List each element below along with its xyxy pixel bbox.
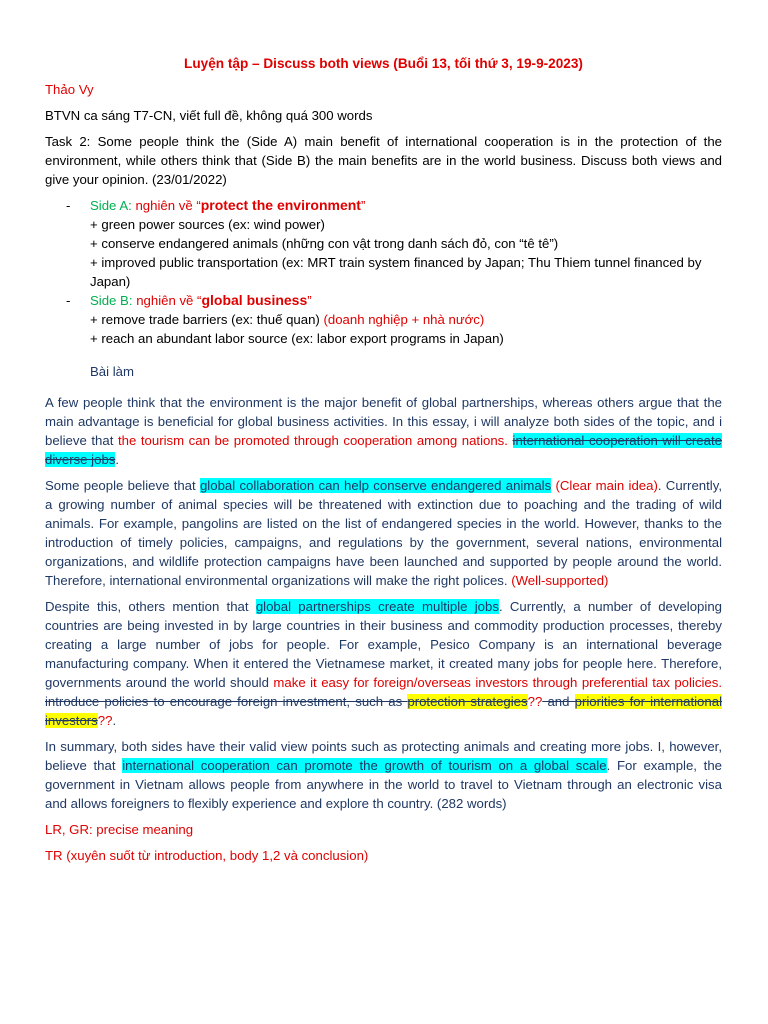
body2-end: .	[112, 713, 117, 728]
author-name: Thảo Vy	[45, 82, 94, 97]
side-b-topic: global business	[201, 292, 308, 308]
essay-body-1	[45, 476, 722, 590]
body2-correction: make it easy for foreign/overseas investors through preferential tax policies.	[273, 675, 722, 690]
side-a-topic: protect the environment	[200, 197, 361, 213]
essay-body	[45, 393, 722, 813]
task-prompt: Task 2: Some people think the (Side A) main benefit of international cooperation is in the protection of the environment, while others think that (Side B) the main benefits are in the world business. Discuss both views and give your opinion. (23/01/2022)	[45, 134, 722, 187]
intro-end: .	[115, 452, 120, 467]
document-page	[45, 54, 722, 872]
body2-main-idea: global partnerships create multiple jobs	[255, 599, 499, 614]
side-a-point: + green power sources (ex: wind power)	[90, 217, 325, 232]
body2-struck-highlight: protection strategies	[407, 694, 528, 709]
page-title: Luyện tập – Discuss both views (Buổi 13, tối thứ 3, 19-9-2023)	[184, 56, 583, 71]
side-a-point: + conserve endangered animals (những con vật trong danh sách đỏ, con “tê tê”)	[90, 236, 559, 251]
essay-conclusion	[45, 737, 722, 813]
side-a-point: + improved public transportation (ex: MRT train system financed by Japan; Thu Thiem tunnel financed by Japan)	[90, 255, 702, 289]
outline-side-a	[45, 196, 722, 291]
body2-text-cont: . Currently, a number of developing countries are being invested in by large countries in their business and commodity production processes, thereby creating a large number of jobs for people. For example, Pesico Company is an international beverage manufacturing company. When it entered the Vietnamese market, it created many jobs for people here. Therefore, governments around the world should	[45, 599, 722, 690]
conclusion-text: In summary, both sides have their valid view points such as protecting animals and creating more jobs. I, however, believe that	[45, 739, 722, 773]
side-b-label: Side B:	[90, 293, 133, 308]
side-b-lean: nghiên về “	[132, 293, 202, 308]
side-b-point: + reach an abundant labor source (ex: labor export programs in Japan)	[90, 331, 504, 346]
side-b-point-text: + remove trade barriers (ex: thuế quan)	[90, 312, 324, 327]
essay-introduction	[45, 393, 722, 469]
feedback-tr: TR (xuyên suốt từ introduction, body 1,2 và conclusion)	[45, 848, 369, 863]
body2-question-mark: ??	[527, 694, 543, 709]
essay-body-2	[45, 597, 722, 730]
intro-thesis: the tourism can be promoted through cooperation among nations.	[117, 433, 508, 448]
side-b-point	[90, 310, 722, 329]
body2-question-mark-2: ??	[97, 713, 113, 728]
side-a-close: ”	[360, 198, 366, 213]
body2-struck-highlight-2: priorities for international investors	[45, 694, 722, 728]
outline-side-b	[45, 291, 722, 348]
body1-text-cont: . Currently, a growing number of animal species will be threatened with extinction due to poaching and the trading of wild animals. For example, pangolins are listed on the list of endangered species in the world. However, thanks to the introduction of timely policies, campaigns, and regulations by the government, several nations, environmental organizations, and wildlife protection campaigns have been launched and supported by people around the world. Therefore, international environmental organizations will make the right polices.	[45, 478, 722, 588]
conclusion-thesis: international cooperation can promote the growth of tourism on a global scale	[122, 758, 607, 773]
body1-main-idea: global collaboration can help conserve endangered animals	[199, 478, 552, 493]
side-b-close: ”	[307, 293, 312, 308]
assignment-note: BTVN ca sáng T7-CN, viết full đề, không quá 300 words	[45, 108, 373, 123]
conclusion-text-cont: . For example, the government in Vietnam allows people from anywhere in the world to travel to Vietnam through an electronic visa and allows foreigners to flexibly experience and explore th country. (282 words)	[45, 758, 722, 811]
side-a-lean: nghiên về “	[131, 198, 201, 213]
intro-space	[508, 433, 513, 448]
intro-text: A few people think that the environment is the major benefit of global partnerships, whereas others argue that the main advantage is beneficial for global business activities. In this essay, i will analyze both sides of the topic, and i believe that	[45, 395, 722, 448]
essay-heading: Bài làm	[90, 364, 134, 379]
side-a-label: Side A:	[90, 198, 132, 213]
feedback-lr-gr: LR, GR: precise meaning	[45, 822, 194, 837]
body1-feedback-note: (Clear main idea)	[551, 478, 658, 493]
body2-struck-text: introduce policies to encourage foreign investment, such as	[45, 694, 408, 709]
body2-struck-text-2: and	[542, 694, 575, 709]
side-b-point-note: (doanh nghiệp + nhà nước)	[323, 312, 485, 327]
outline-list	[45, 196, 722, 348]
intro-struck-text: international cooperation will create diverse jobs	[45, 433, 722, 467]
body1-feedback-note-2: (Well-supported)	[511, 573, 609, 588]
body1-text: Some people believe that	[45, 478, 200, 493]
body2-text: Despite this, others mention that	[45, 599, 256, 614]
